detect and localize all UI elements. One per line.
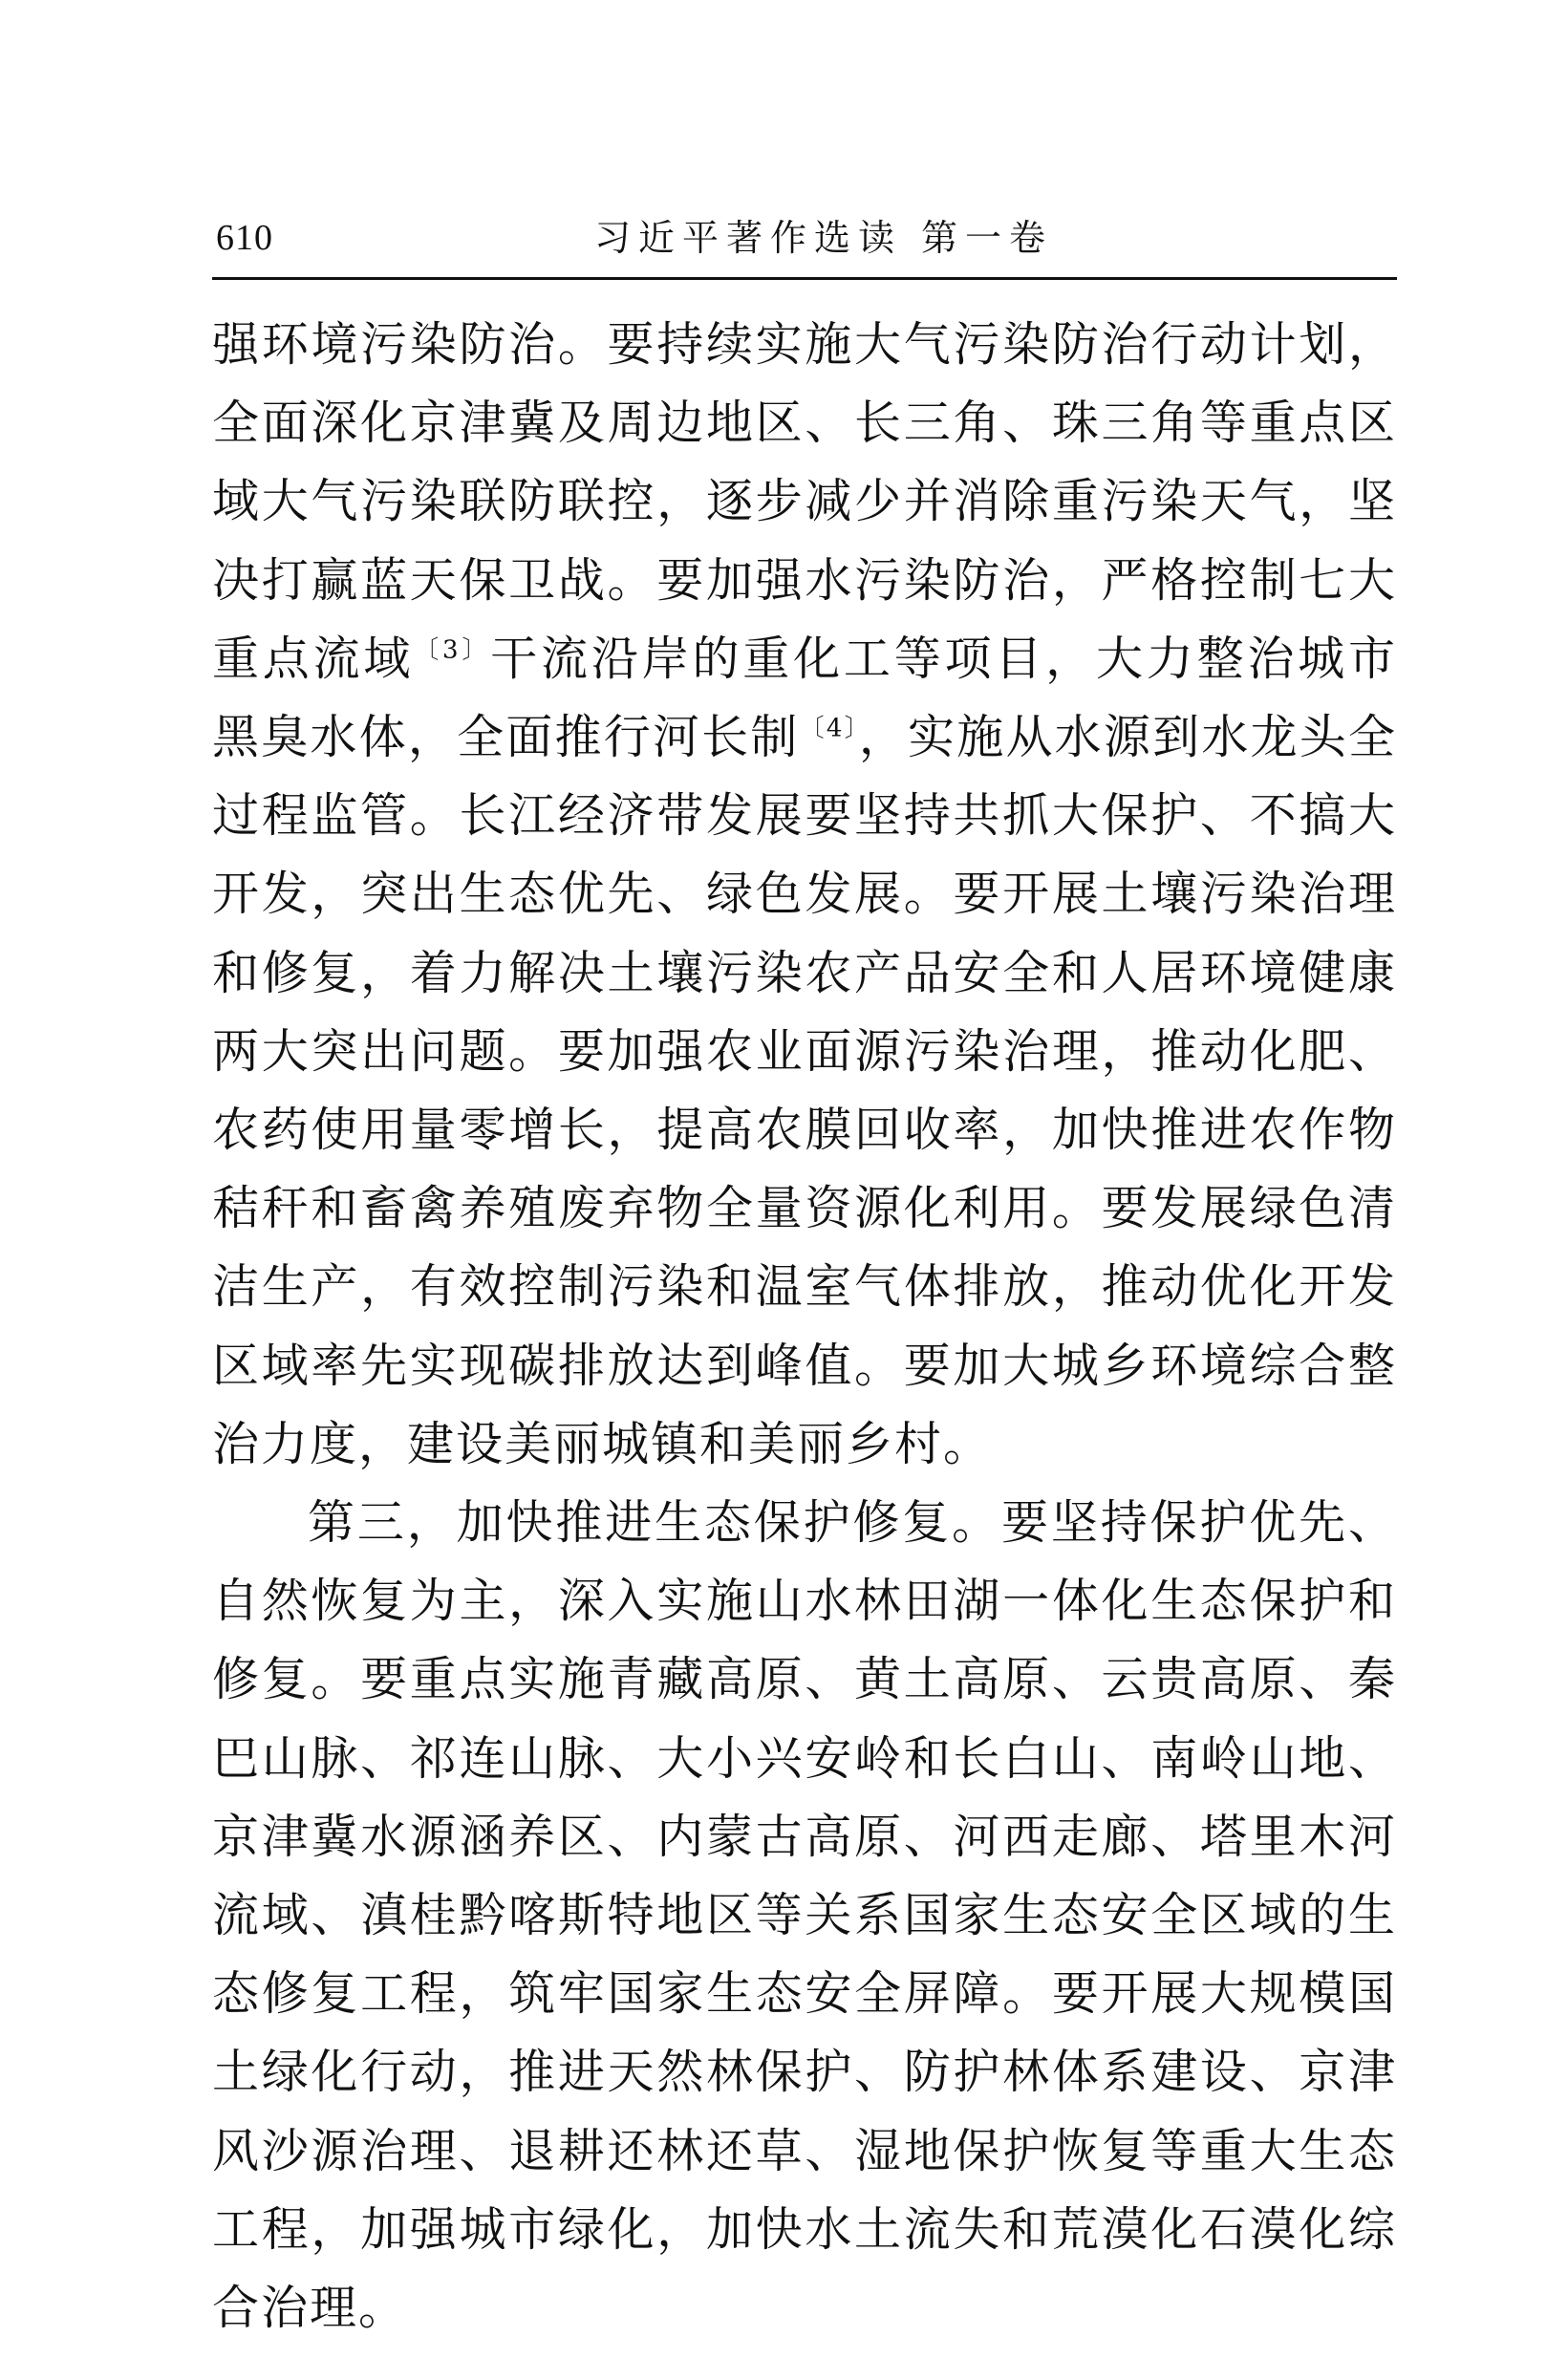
paragraph: [212, 1484, 1397, 2347]
paragraph-text: 干流沿岸的重化工等项目，大力整治城市黑臭水体，全面推行河长制: [212, 631, 1397, 765]
paragraph-text: 强环境污染防治。要持续实施大气污染防治行动计划，全面深化京津冀及周边地区、长三角、珠三角等重点区域大气污染联防联控，逐步减少并消除重污染天气，坚决打赢蓝天保卫战。要加强水污染防治，严格控制七大重点流域: [212, 317, 1397, 686]
footnote-marker: 〔3〕: [414, 635, 491, 665]
header-rule: [212, 277, 1397, 280]
paragraph-text: ，实施从水源到水龙头全过程监管。长江经济带发展要坚持共抓大保护、不搞大开发，突出生态优先、绿色发展。要开展土壤污染治理和修复，着力解决土壤污染农产品安全和人居环境健康两大突出问题。要加强农业面源污染治理，推动化肥、农药使用量零增长，提高农膜回收率，加快推进农作物秸秆和畜禽养殖废弃物全量资源化利用。要发展绿色清洁生产，有效控制污染和温室气体排放，推动优化开发区域率先实现碳排放达到峰值。要加大城乡环境综合整治力度，建设美丽城镇和美丽乡村。: [212, 710, 1397, 1471]
footnote-marker: 〔4〕: [799, 714, 859, 743]
page-number: 610: [216, 218, 273, 258]
paragraph: [212, 306, 1397, 1484]
body-text: [212, 306, 1397, 2347]
page-header: [212, 212, 1397, 275]
running-title: 习近平著作选读 第一卷: [593, 217, 1054, 259]
paragraph-text: 第三，加快推进生态保护修复。要坚持保护优先、自然恢复为主，深入实施山水林田湖一体化生态保护和修复。要重点实施青藏高原、黄土高原、云贵高原、秦巴山脉、祁连山脉、大小兴安岭和长白山、南岭山地、京津冀水源涵养区、内蒙古高原、河西走廊、塔里木河流域、滇桂黔喀斯特地区等关系国家生态安全区域的生态修复工程，筑牢国家生态安全屏障。要开展大规模国土绿化行动，推进天然林保护、防护林体系建设、京津风沙源治理、退耕还林还草、湿地保护恢复等重大生态工程，加强城市绿化，加快水土流失和荒漠化石漠化综合治理。: [212, 1495, 1397, 2336]
